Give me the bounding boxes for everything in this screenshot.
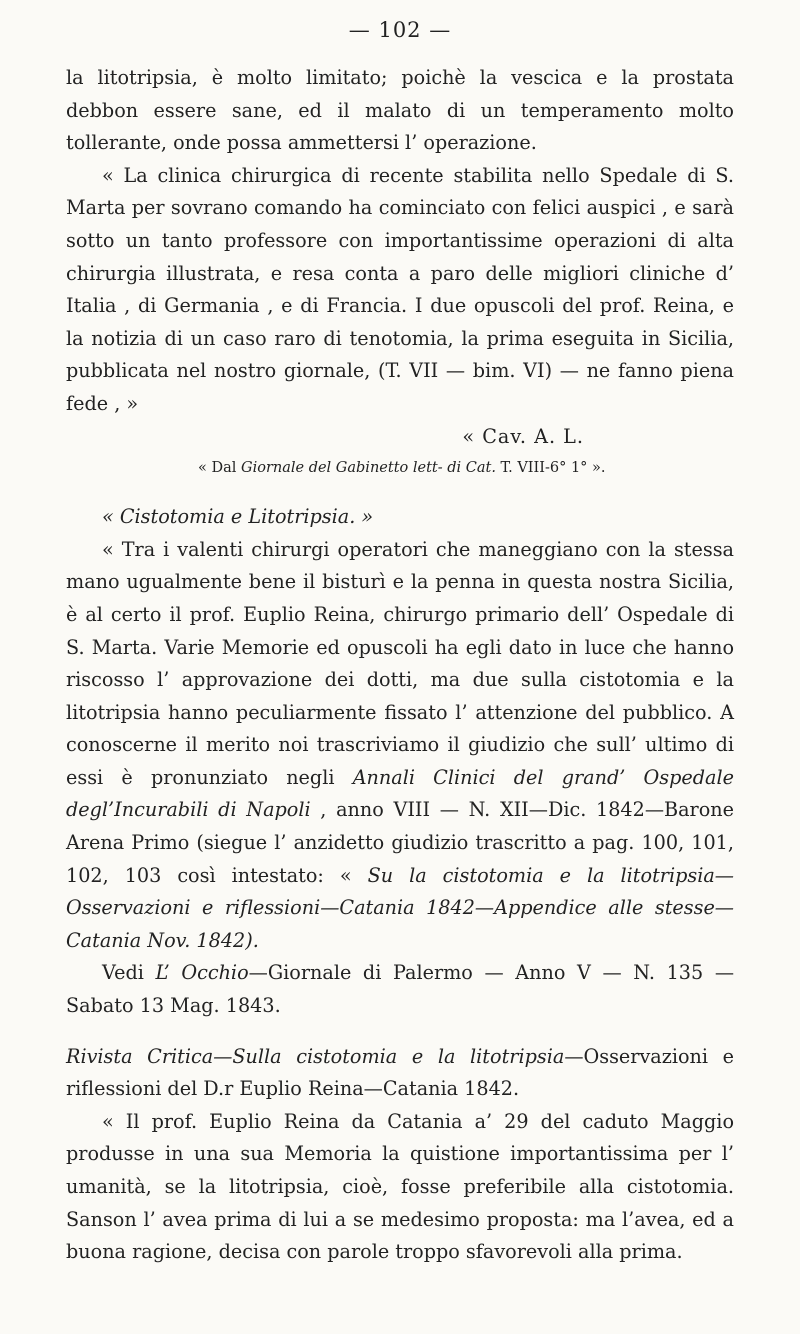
occhio-title: L’ Occhio [155, 961, 249, 985]
source-volume: T. VIII-6° 1° ». [495, 460, 606, 477]
rivista-title: Rivista Critica—Sulla cistotomia e la litotripsia [66, 1044, 565, 1068]
source-citation [66, 453, 734, 483]
paragraph-valenti-chirurgi: « Tra i valenti chirurgi operatori che maneggiano con la stessa mano ugualmente bene il bisturì e la penna in questa nostra Sicilia, è al certo il prof. Euplio Reina, chirurgo primario dell’ Ospedale di S. Marta. Varie Memorie ed opuscoli ha egli dato in luce che hanno riscosso l’ approvazione dei dotti, ma due sulla cistotomia e la litotripsia hanno peculiarmente fissato l’ attenzione del pubblico. A conoscerne il merito noi trascriviamo il giudizio che sull’ ultimo di essi è pronunziato negli Annali Clinici del grand’ Ospedale degl’Incurabili di Napoli , anno VIII — N. XII—Dic. 1842—Barone Arena Primo (siegue l’ anzidetto giudizio trascritto a pag. 100, 101, 102, 103 così intestato: « Su la cistotomia e la litotripsia—Osservazioni e riflessioni—Catania 1842—Appendice alle stesse— Catania Nov. 1842). [66, 537, 734, 952]
paragraph-vedi-occhio: Vedi L’ Occhio—Giornale di Palermo — Anno V — N. 135 — Sabato 13 Mag. 1843. [66, 961, 735, 1018]
paragraph-rivista-critica: Rivista Critica—Sulla cistotomia e la litotripsia—Osservazioni e riflessioni del D.r Euplio Reina—Catania 1842. [66, 1044, 734, 1101]
cistotomia-title: Su la cistotomia e la litotripsia—Osservazioni e riflessioni—Catania 1842—Appendice alle stesse— Catania Nov. 1842). [66, 863, 734, 952]
page-number: — 102 — [348, 18, 452, 42]
source-open: « Dal [198, 460, 241, 477]
annali-title: Annali Clinici del grand’ Ospedale degl’Incurabili di Napoli [66, 765, 734, 822]
signature: « Cav. A. L. [462, 424, 584, 448]
paragraph-litotripsia-limits: la litotripsia, è molto limitato; poichè la vescica e la prostata debbon essere sane, ed il malato di un temperamento molto tollerante, onde possa ammettersi l’ operazione. [66, 66, 734, 155]
source-journal: Giornale del Gabinetto lett- di Cat. [241, 460, 496, 477]
paragraph-prof-reina: « Il prof. Euplio Reina da Catania a’ 29 del caduto Maggio produsse in una sua Memoria la quistione importantissima per l’ umanità, se la litotripsia, cioè, fosse preferibile alla cistotomia. Sanson l’ avea prima di lui a se medesimo proposta: ma l’avea, ed a buona ragione, decisa con parole troppo sfavorevoli alla prima. [66, 1109, 734, 1264]
paragraph-clinica-chirurgica: « La clinica chirurgica di recente stabilita nello Spedale di S. Marta per sovrano comando ha cominciato con felici auspici , e sarà sotto un tanto professore con importantissime operazioni di alta chirurgia illustrata, e resa conta a paro delle migliori cliniche d’ Italia , di Germania , e di Francia. I due opuscoli del prof. Reina, e la notizia di un caso raro di tenotomia, la prima eseguita in Sicilia, pubblicata nel nostro giornale, (T. VII — bim. VI) — ne fanno piena fede , » [66, 163, 734, 415]
section-title: « Cistotomia e Litotripsia. » [102, 505, 374, 529]
page-body [66, 62, 734, 1269]
